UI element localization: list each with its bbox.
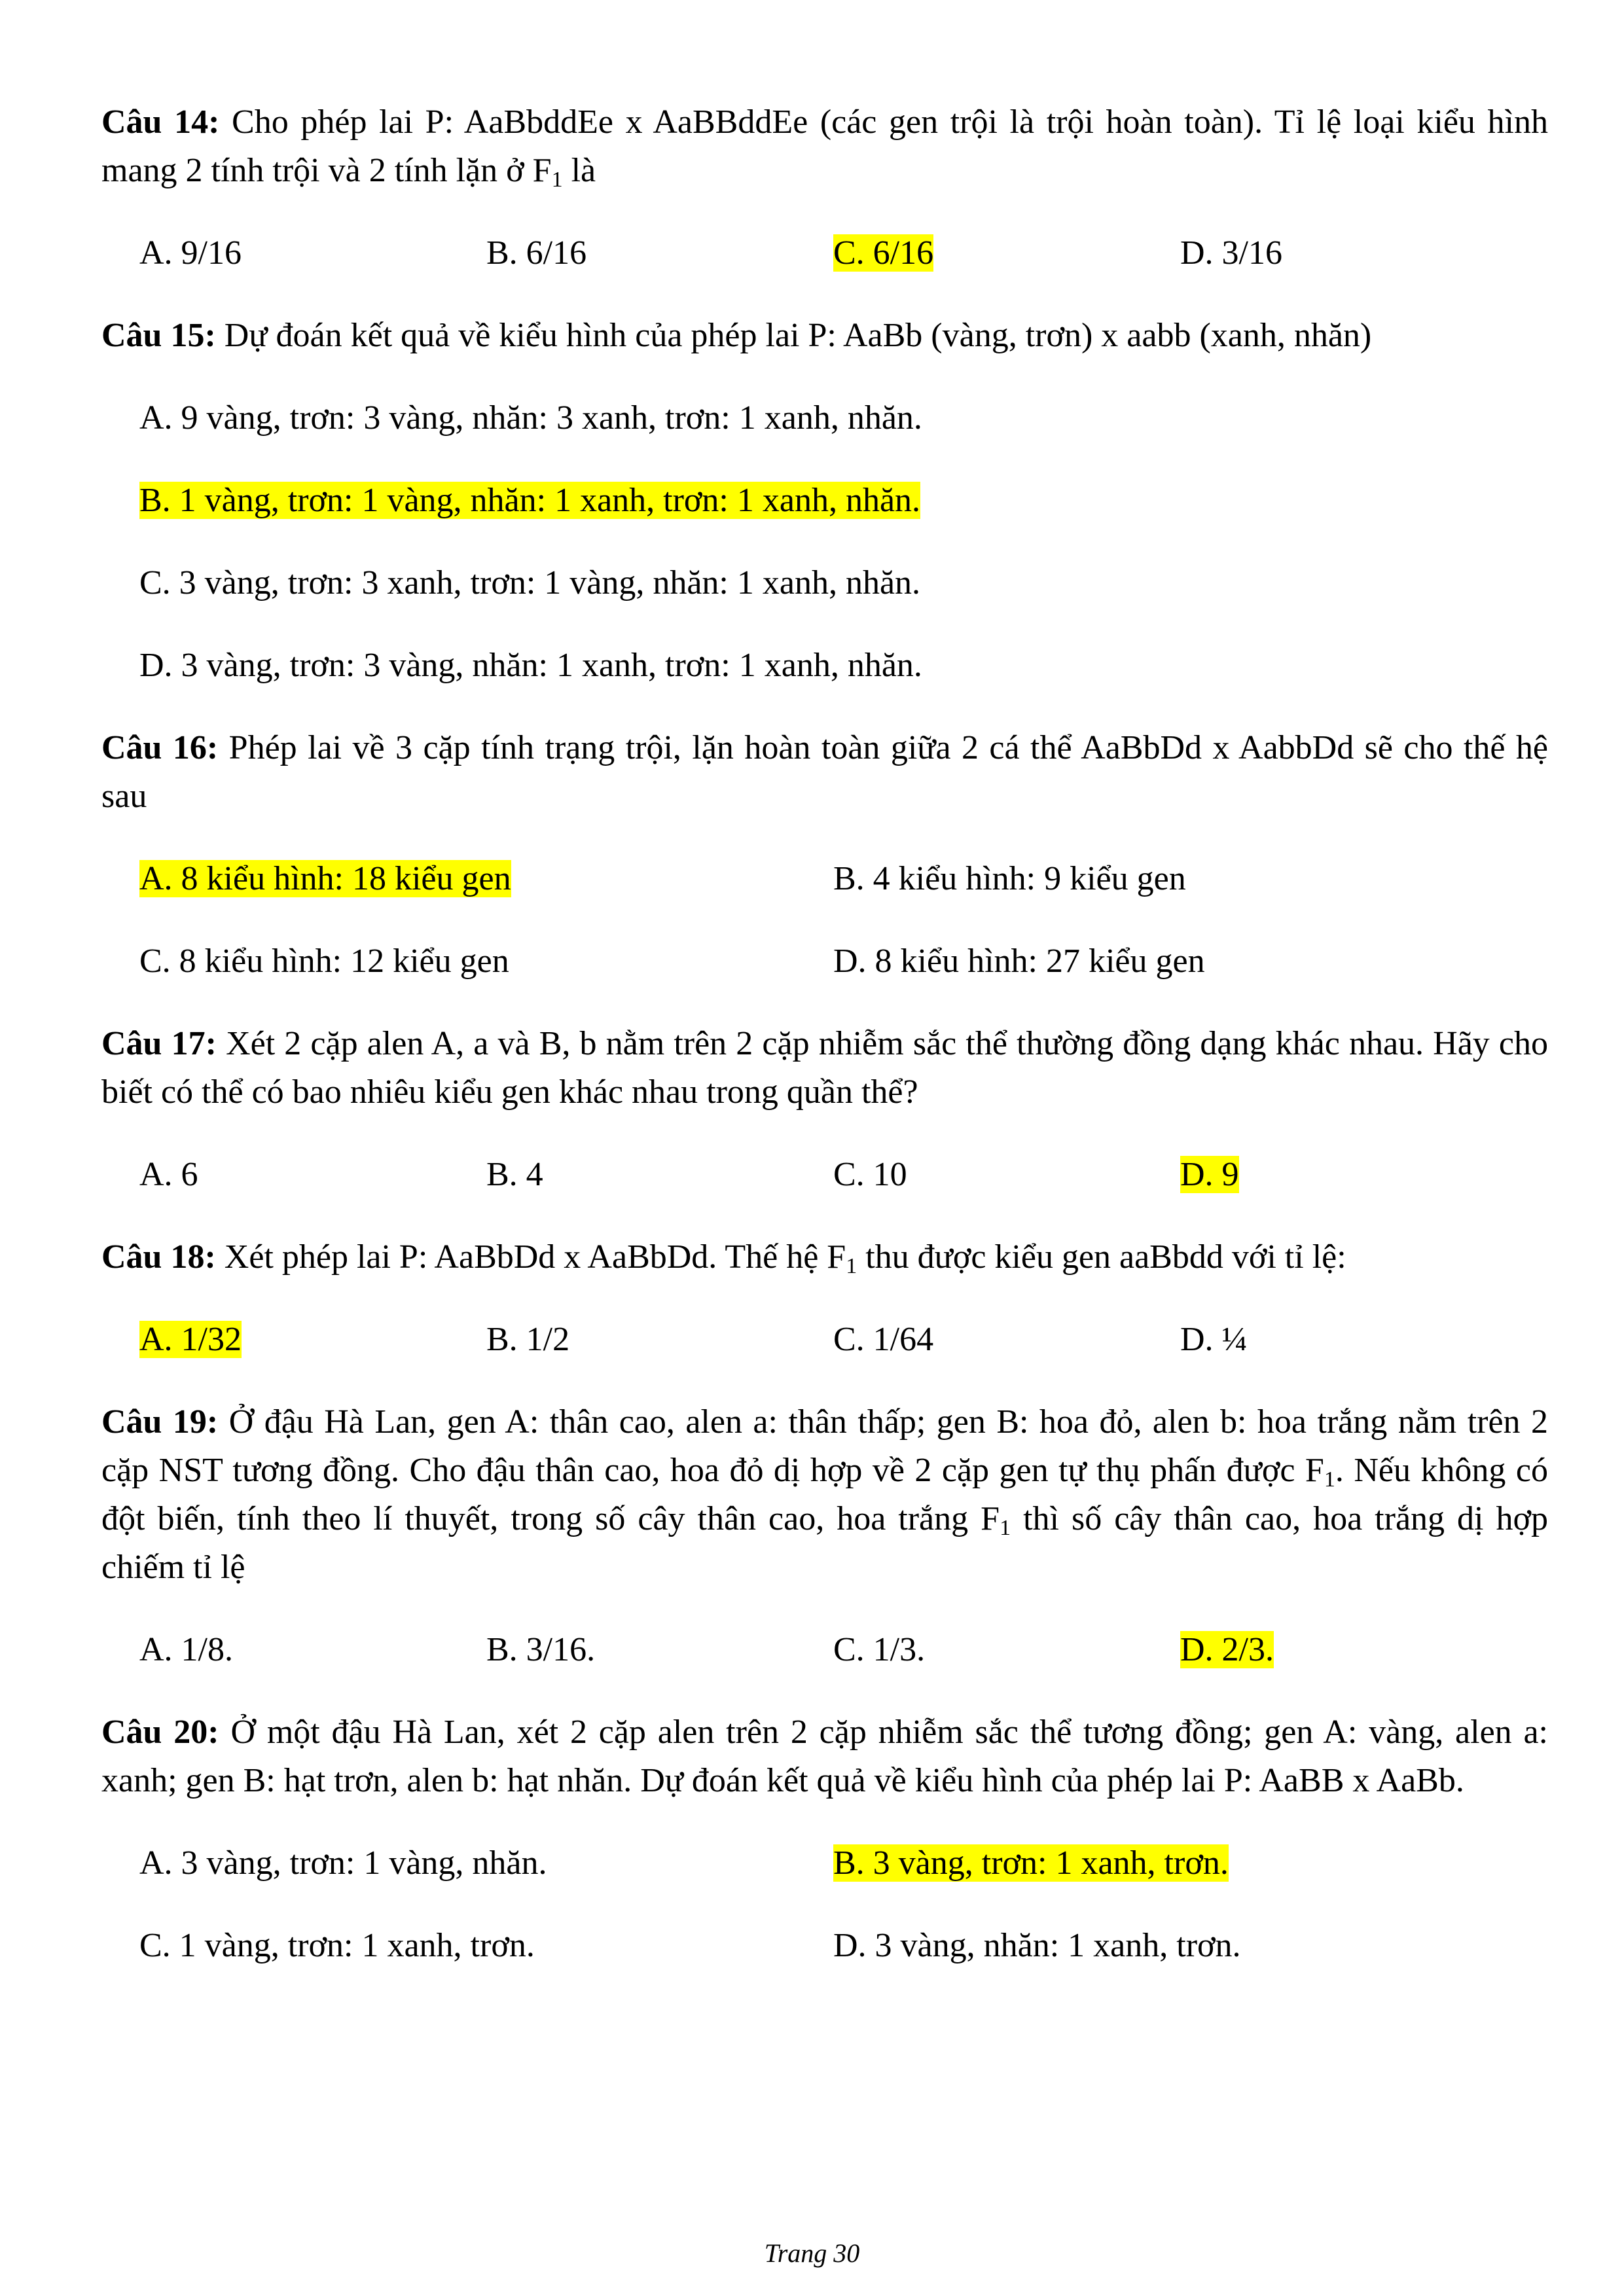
- highlighted-answer: C. 6/16: [833, 234, 934, 272]
- option-d[interactable]: D. ¼: [1180, 1321, 1248, 1358]
- option-c[interactable]: C. 1/3.: [833, 1631, 926, 1668]
- question-label: Câu 15:: [101, 317, 216, 354]
- highlighted-answer: D. 2/3.: [1180, 1631, 1274, 1668]
- option-d[interactable]: [1180, 1626, 1527, 1674]
- option-a[interactable]: A. 1/8.: [139, 1631, 233, 1668]
- option-c[interactable]: C. 1/64: [833, 1321, 934, 1358]
- page-number: Trang 30: [764, 2238, 860, 2268]
- question-label: Câu 17:: [101, 1025, 217, 1062]
- option-a[interactable]: A. 6: [139, 1156, 198, 1193]
- option-a[interactable]: A. 9/16: [139, 234, 242, 272]
- option-b[interactable]: B. 3/16.: [486, 1631, 596, 1668]
- options: [101, 394, 1548, 724]
- option-d[interactable]: D. 8 kiểu hình: 27 kiểu gen: [833, 942, 1205, 980]
- question-label: Câu 18:: [101, 1238, 216, 1276]
- option-c[interactable]: C. 10: [833, 1156, 907, 1193]
- question-14: [101, 98, 1548, 312]
- option-a[interactable]: A. 3 vàng, trơn: 1 vàng, nhăn.: [139, 1844, 547, 1882]
- option-b[interactable]: B. 4 kiểu hình: 9 kiểu gen: [833, 860, 1186, 897]
- option-c[interactable]: C. 3 vàng, trơn: 3 xanh, trơn: 1 vàng, nhăn: 1 xanh, nhăn.: [139, 564, 921, 601]
- question-17-text: Câu 17: Xét 2 cặp alen A, a và B, b nằm trên 2 cặp nhiễm sắc thể thường đồng dạng khác nhau. Hãy cho biết có thể có bao nhiêu kiểu gen khác nhau trong quần thể?: [101, 1025, 1549, 1111]
- options: [101, 1839, 1548, 2004]
- option-a[interactable]: A. 9 vàng, trơn: 3 vàng, nhăn: 3 xanh, trơn: 1 xanh, nhăn.: [139, 399, 922, 437]
- question-15-text: Câu 15: Dự đoán kết quả về kiểu hình của phép lai P: AaBb (vàng, trơn) x aabb (xanh, nhăn): [101, 317, 1372, 354]
- question-20: [101, 1708, 1548, 2004]
- question-16: [101, 724, 1548, 1020]
- option-d[interactable]: D. 3 vàng, nhăn: 1 xanh, trơn.: [833, 1927, 1241, 1964]
- options: [101, 1151, 1548, 1233]
- question-19-text: Câu 19: Ở đậu Hà Lan, gen A: thân cao, alen a: thân thấp; gen B: hoa đỏ, alen b: hoa trắng nằm trên 2 cặp NST tương đồng. Cho đậu thân cao, hoa đỏ dị hợp về 2 cặp gen tự thụ phấn được $F_1$. Nếu không có đột biến, tính theo lí thuyết, trong số cây thân cao, hoa trắng $F_1$ thì số cây thân cao, hoa trắng dị hợp chiếm tỉ lệ: [101, 1403, 1548, 1586]
- option-b[interactable]: B. 4: [486, 1156, 543, 1193]
- options: [101, 1626, 1548, 1708]
- options: [101, 855, 1548, 1020]
- option-b[interactable]: [833, 1839, 1527, 1888]
- option-d[interactable]: [1180, 1151, 1527, 1199]
- option-d[interactable]: D. 3/16: [1180, 234, 1282, 272]
- option-c[interactable]: [833, 229, 1180, 278]
- option-a[interactable]: [139, 855, 833, 903]
- option-b[interactable]: B. 1/2: [486, 1321, 570, 1358]
- question-20-text: Câu 20: Ở một đậu Hà Lan, xét 2 cặp alen trên 2 cặp nhiễm sắc thể tương đồng; gen A: vàng, alen a: xanh; gen B: hạt trơn, alen b: hạt nhăn. Dự đoán kết quả về kiểu hình của phép lai P: AaBB x AaBb.: [101, 1713, 1549, 1799]
- option-d[interactable]: D. 3 vàng, trơn: 3 vàng, nhăn: 1 xanh, trơn: 1 xanh, nhăn.: [139, 647, 922, 684]
- question-16-text: Câu 16: Phép lai về 3 cặp tính trạng trội, lặn hoàn toàn giữa 2 cá thể AaBbDd x AabbDd sẽ cho thế hệ sau: [101, 729, 1548, 815]
- options: [101, 1316, 1548, 1398]
- question-label: Câu 20:: [101, 1713, 219, 1751]
- option-c[interactable]: C. 1 vàng, trơn: 1 xanh, trơn.: [139, 1927, 535, 1964]
- option-c[interactable]: C. 8 kiểu hình: 12 kiểu gen: [139, 942, 509, 980]
- question-18: [101, 1233, 1548, 1398]
- question-15: [101, 312, 1548, 724]
- option-b[interactable]: B. 6/16: [486, 234, 587, 272]
- highlighted-answer: D. 9: [1180, 1156, 1239, 1193]
- question-label: Câu 14:: [101, 103, 220, 141]
- question-17: [101, 1020, 1548, 1233]
- highlighted-answer: A. 1/32: [139, 1321, 242, 1358]
- highlighted-answer: B. 3 vàng, trơn: 1 xanh, trơn.: [833, 1844, 1229, 1882]
- highlighted-answer: B. 1 vàng, trơn: 1 vàng, nhăn: 1 xanh, trơn: 1 xanh, nhăn.: [139, 482, 921, 519]
- question-label: Câu 16:: [101, 729, 219, 766]
- question-14-text: Câu 14: Cho phép lai P: AaBbddEe x AaBBddEe (các gen trội là trội hoàn toàn). Tỉ lệ loại kiểu hình mang 2 tính trội và 2 tính lặn ở $F_1$ là: [101, 103, 1548, 192]
- question-label: Câu 19:: [101, 1403, 219, 1441]
- document-page: [101, 98, 1548, 2004]
- option-b[interactable]: [139, 476, 1547, 525]
- question-18-text: Câu 18: Xét phép lai P: AaBbDd x AaBbDd. Thế hệ $F_1$ thu được kiểu gen aaBbdd với tỉ lệ:: [101, 1238, 1346, 1278]
- options: [101, 229, 1548, 312]
- option-a[interactable]: [139, 1316, 486, 1364]
- highlighted-answer: A. 8 kiểu hình: 18 kiểu gen: [139, 860, 511, 897]
- question-19: [101, 1398, 1548, 1708]
